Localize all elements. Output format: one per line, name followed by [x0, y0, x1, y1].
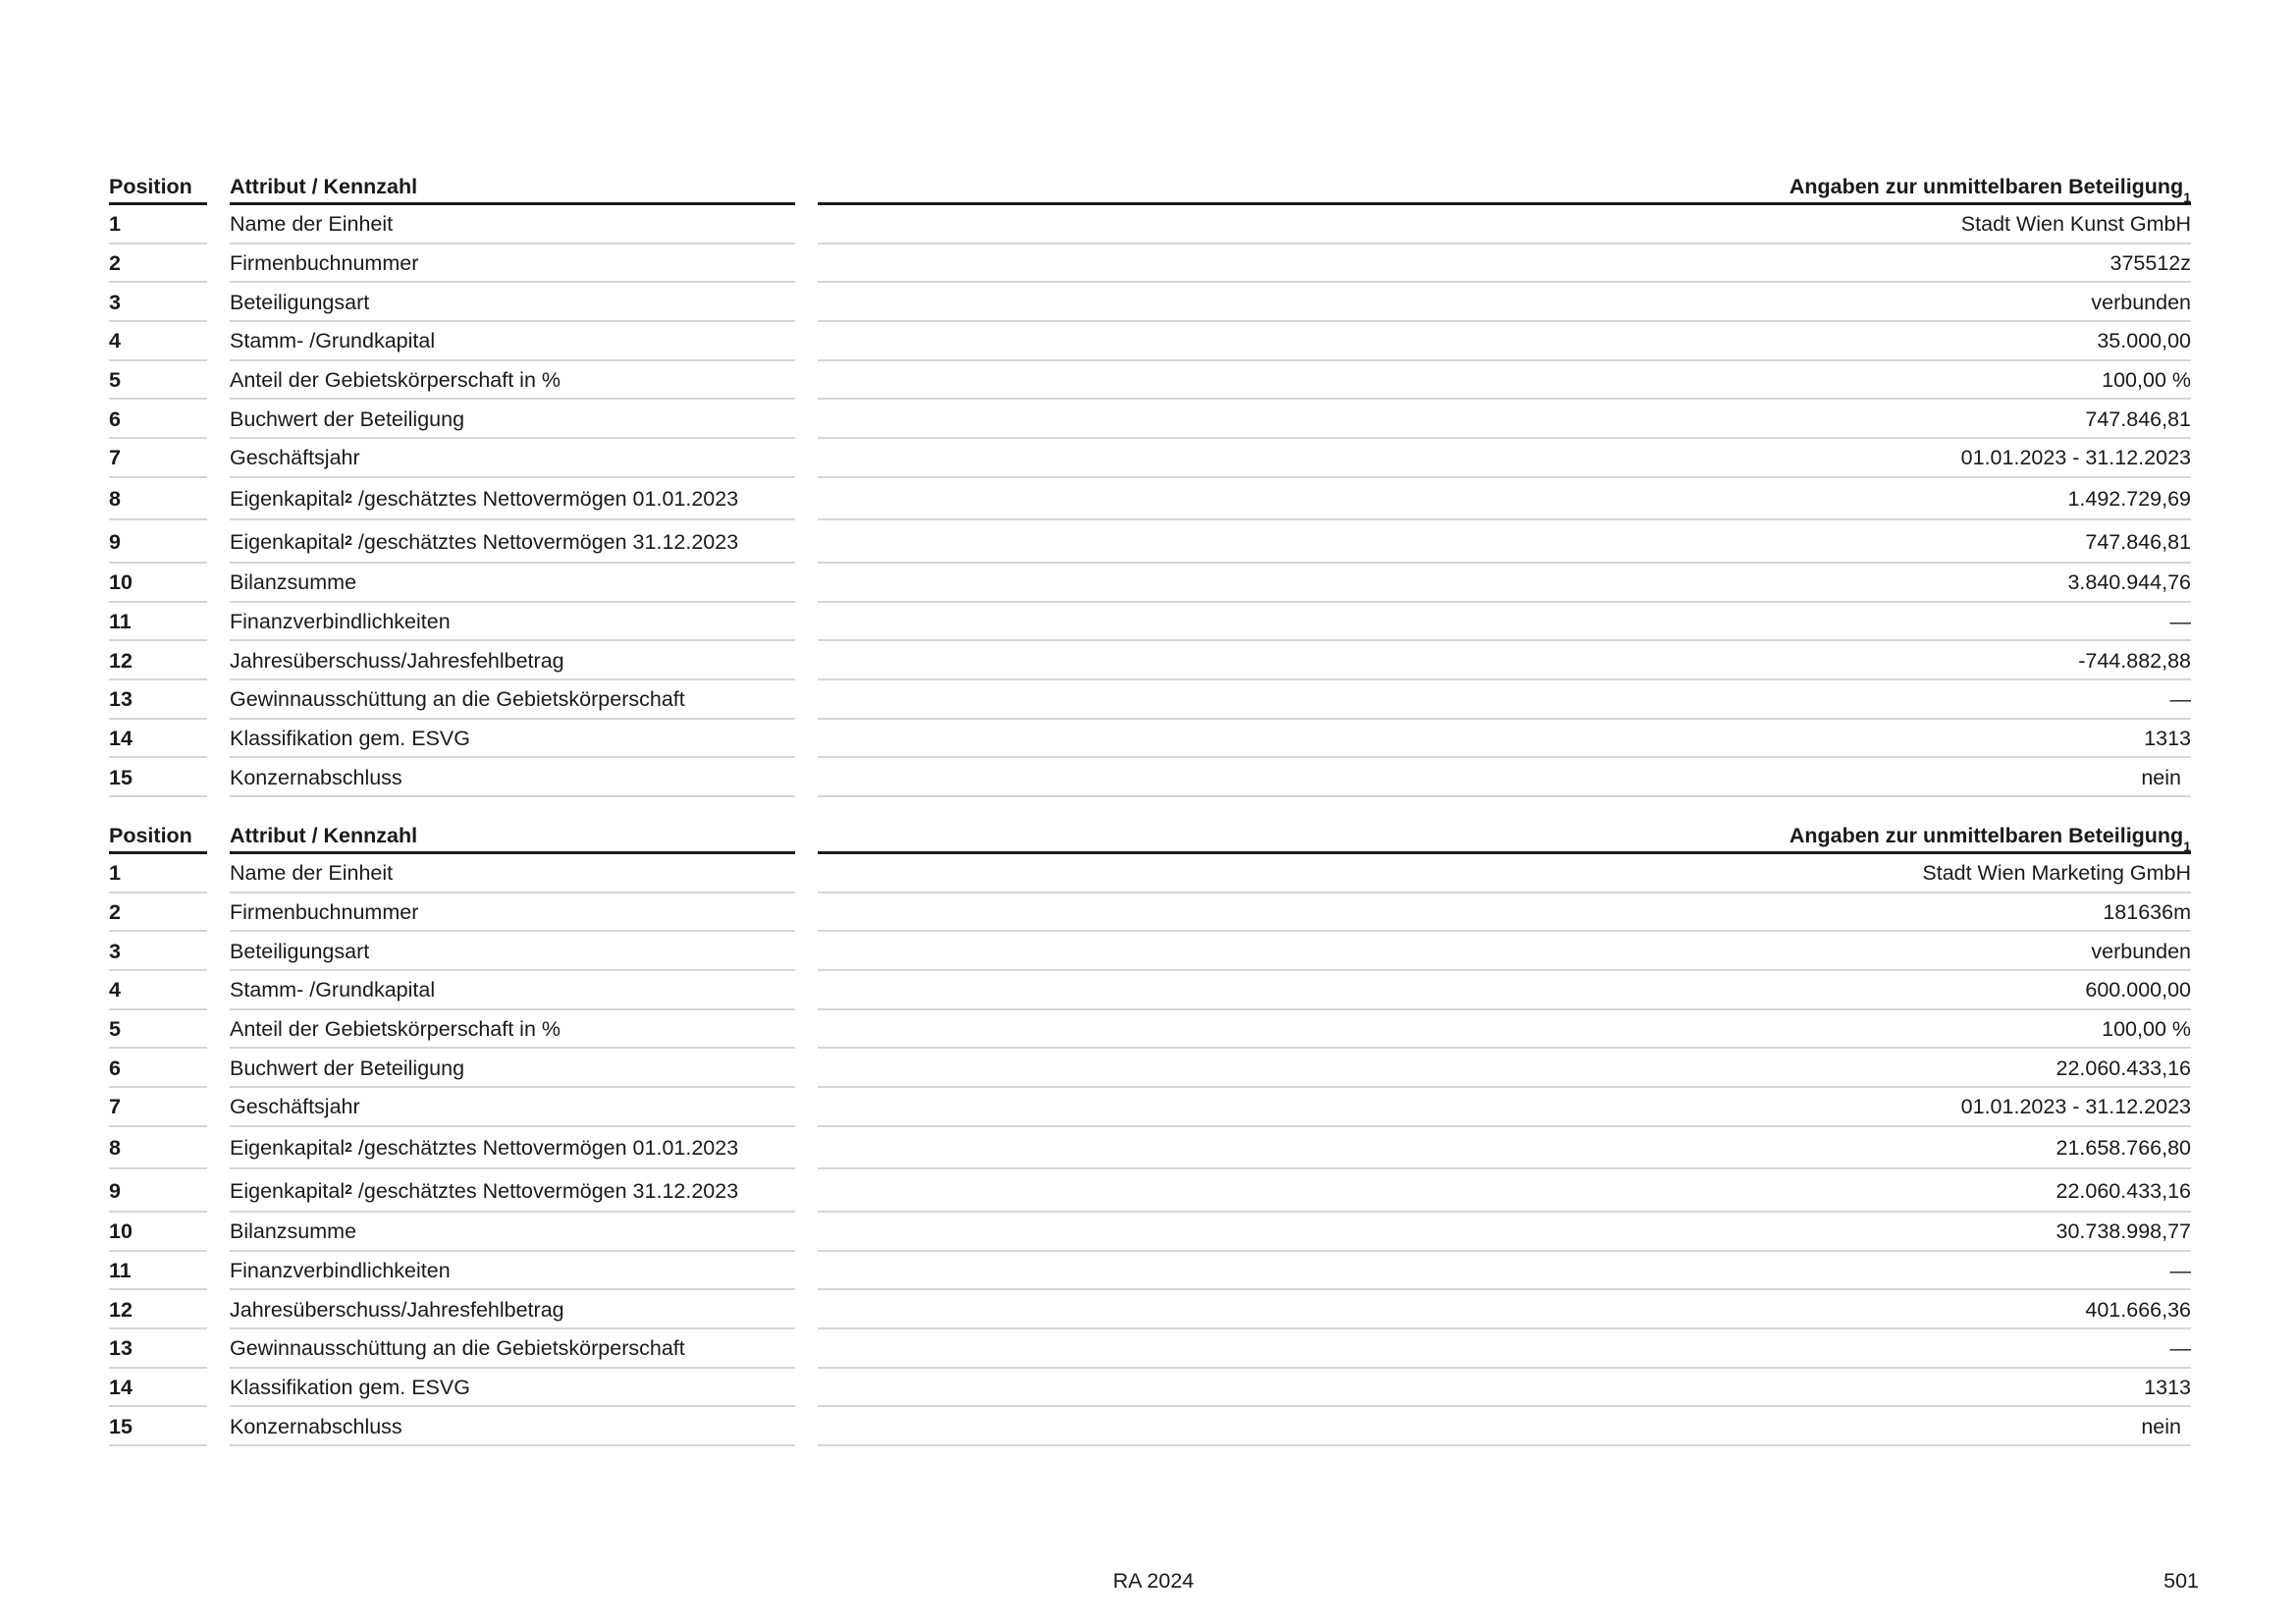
table-row: [109, 893, 2191, 933]
table-row: [109, 400, 2191, 439]
row-position: 8: [109, 1127, 207, 1170]
row-value: 1.492.729,69: [818, 478, 2191, 521]
table-row: [109, 1290, 2191, 1329]
header-attribute: Attribut / Kennzahl: [230, 167, 795, 205]
row-position: 15: [109, 1407, 207, 1446]
row-label: Buchwert der Beteiligung: [230, 400, 795, 439]
row-position: 10: [109, 1213, 207, 1252]
row-label: Name der Einheit: [230, 205, 795, 244]
row-position: 15: [109, 758, 207, 797]
row-value: —: [818, 680, 2191, 720]
row-position: 14: [109, 1369, 207, 1408]
table-row: [109, 1329, 2191, 1369]
row-label: Bilanzsumme: [230, 564, 795, 603]
table-row: [109, 322, 2191, 361]
row-position: 6: [109, 1049, 207, 1088]
table-row: [109, 1407, 2191, 1446]
table-row: [109, 758, 2191, 797]
table-row: [109, 854, 2191, 893]
table-row: [109, 1213, 2191, 1252]
row-position: 14: [109, 720, 207, 759]
header-value-label: Angaben zur unmittelbaren Beteiligung: [1789, 824, 2184, 847]
row-value: nein: [818, 758, 2191, 797]
row-value: 600.000,00: [818, 971, 2191, 1010]
row-label: Beteiligungsart: [230, 283, 795, 322]
header-value: Angaben zur unmittelbaren Beteiligung $^1$: [818, 167, 2191, 205]
row-value: -744.882,88: [818, 641, 2191, 680]
row-position: 13: [109, 680, 207, 720]
row-label-main: Eigenkapital: [230, 1178, 346, 1203]
table-row: [109, 1127, 2191, 1170]
row-value: 100,00 %: [818, 361, 2191, 401]
row-value: 01.01.2023 - 31.12.2023: [818, 439, 2191, 478]
row-position: 4: [109, 971, 207, 1010]
table-row: [109, 1169, 2191, 1213]
table-row: [109, 932, 2191, 971]
row-label: Eigenkapital $^2$ /geschätztes Nettovermögen 01.01.2023: [230, 1127, 795, 1170]
table-row: [109, 439, 2191, 478]
row-value: 22.060.433,16: [818, 1049, 2191, 1088]
row-value: —: [818, 603, 2191, 642]
row-label-main: Eigenkapital: [230, 487, 346, 512]
row-label: Anteil der Gebietskörperschaft in %: [230, 1010, 795, 1050]
header-attribute: Attribut / Kennzahl: [230, 816, 795, 854]
row-value: —: [818, 1252, 2191, 1291]
header-value: Angaben zur unmittelbaren Beteiligung $^1$: [818, 816, 2191, 854]
row-label: Jahresüberschuss/Jahresfehlbetrag: [230, 1290, 795, 1329]
row-position: 13: [109, 1329, 207, 1369]
row-position: 3: [109, 283, 207, 322]
row-label: Name der Einheit: [230, 854, 795, 893]
row-label: Stamm- /Grundkapital: [230, 971, 795, 1010]
row-value: 3.840.944,76: [818, 564, 2191, 603]
row-value: 01.01.2023 - 31.12.2023: [818, 1088, 2191, 1127]
table-row: [109, 283, 2191, 322]
row-value: 747.846,81: [818, 400, 2191, 439]
table-header: [109, 167, 2191, 205]
table-row: [109, 720, 2191, 759]
row-value: 375512z: [818, 244, 2191, 284]
table-row: [109, 680, 2191, 720]
row-label: Buchwert der Beteiligung: [230, 1049, 795, 1088]
participation-table-1: [109, 167, 2191, 797]
row-position: 8: [109, 478, 207, 521]
row-position: 5: [109, 1010, 207, 1050]
row-label: Firmenbuchnummer: [230, 244, 795, 284]
row-value: nein: [818, 1407, 2191, 1446]
row-position: 1: [109, 854, 207, 893]
row-label: Beteiligungsart: [230, 932, 795, 971]
row-label: Finanzverbindlichkeiten: [230, 1252, 795, 1291]
table-row: [109, 520, 2191, 564]
row-value: 22.060.433,16: [818, 1169, 2191, 1213]
row-label-main: Eigenkapital: [230, 1136, 346, 1161]
row-position: 7: [109, 439, 207, 478]
table-row: [109, 205, 2191, 244]
row-position: 3: [109, 932, 207, 971]
page-number: 501: [2163, 1569, 2199, 1593]
row-label-rest: /geschätztes Nettovermögen 31.12.2023: [351, 529, 739, 554]
row-label: Jahresüberschuss/Jahresfehlbetrag: [230, 641, 795, 680]
row-value: 1313: [818, 1369, 2191, 1408]
header-position: Position: [109, 167, 207, 205]
table-row: [109, 603, 2191, 642]
row-position: 1: [109, 205, 207, 244]
participation-table-2: [109, 816, 2191, 1446]
header-value-label: Angaben zur unmittelbaren Beteiligung: [1789, 175, 2184, 198]
table-row: [109, 1369, 2191, 1408]
row-label: Eigenkapital $^2$ /geschätztes Nettovermögen 31.12.2023: [230, 1169, 795, 1213]
row-label-rest: /geschätztes Nettovermögen 31.12.2023: [351, 1178, 739, 1203]
row-value: 747.846,81: [818, 520, 2191, 564]
row-label: Klassifikation gem. ESVG: [230, 1369, 795, 1408]
row-label: Gewinnausschüttung an die Gebietskörperschaft: [230, 1329, 795, 1369]
row-position: 9: [109, 1169, 207, 1213]
row-value: 100,00 %: [818, 1010, 2191, 1050]
table-row: [109, 564, 2191, 603]
row-value: —: [818, 1329, 2191, 1369]
row-position: 4: [109, 322, 207, 361]
table-row: [109, 478, 2191, 521]
row-value: 401.666,36: [818, 1290, 2191, 1329]
row-position: 2: [109, 244, 207, 284]
row-label: Stamm- /Grundkapital: [230, 322, 795, 361]
table-header: [109, 816, 2191, 854]
row-value: Stadt Wien Kunst GmbH: [818, 205, 2191, 244]
row-label-rest: /geschätztes Nettovermögen 01.01.2023: [351, 1136, 739, 1161]
row-value: Stadt Wien Marketing GmbH: [818, 854, 2191, 893]
table-row: [109, 1010, 2191, 1050]
row-value: verbunden: [818, 932, 2191, 971]
row-label: Bilanzsumme: [230, 1213, 795, 1252]
row-label: Eigenkapital $^2$ /geschätztes Nettovermögen 31.12.2023: [230, 520, 795, 564]
table-row: [109, 641, 2191, 680]
row-value: 181636m: [818, 893, 2191, 933]
row-value: verbunden: [818, 283, 2191, 322]
row-position: 12: [109, 1290, 207, 1329]
row-value: 21.658.766,80: [818, 1127, 2191, 1170]
row-label-main: Eigenkapital: [230, 529, 346, 554]
row-label: Gewinnausschüttung an die Gebietskörperschaft: [230, 680, 795, 720]
table-row: [109, 1049, 2191, 1088]
footer-report-label: RA 2024: [1112, 1569, 1195, 1593]
table-row: [109, 971, 2191, 1010]
row-label: Eigenkapital $^2$ /geschätztes Nettovermögen 01.01.2023: [230, 478, 795, 521]
row-position: 7: [109, 1088, 207, 1127]
row-label: Anteil der Gebietskörperschaft in %: [230, 361, 795, 401]
row-position: 11: [109, 603, 207, 642]
row-label: Klassifikation gem. ESVG: [230, 720, 795, 759]
row-label: Geschäftsjahr: [230, 439, 795, 478]
table-row: [109, 244, 2191, 284]
row-label: Konzernabschluss: [230, 758, 795, 797]
row-value: 1313: [818, 720, 2191, 759]
row-position: 2: [109, 893, 207, 933]
table-row: [109, 361, 2191, 401]
row-label: Finanzverbindlichkeiten: [230, 603, 795, 642]
row-position: 6: [109, 400, 207, 439]
row-position: 5: [109, 361, 207, 401]
row-label: Geschäftsjahr: [230, 1088, 795, 1127]
row-position: 10: [109, 564, 207, 603]
row-label: Konzernabschluss: [230, 1407, 795, 1446]
row-label: Firmenbuchnummer: [230, 893, 795, 933]
row-value: 35.000,00: [818, 322, 2191, 361]
row-label-rest: /geschätztes Nettovermögen 01.01.2023: [351, 487, 739, 512]
table-row: [109, 1088, 2191, 1127]
row-position: 9: [109, 520, 207, 564]
row-position: 11: [109, 1252, 207, 1291]
row-position: 12: [109, 641, 207, 680]
table-row: [109, 1252, 2191, 1291]
row-value: 30.738.998,77: [818, 1213, 2191, 1252]
header-position: Position: [109, 816, 207, 854]
